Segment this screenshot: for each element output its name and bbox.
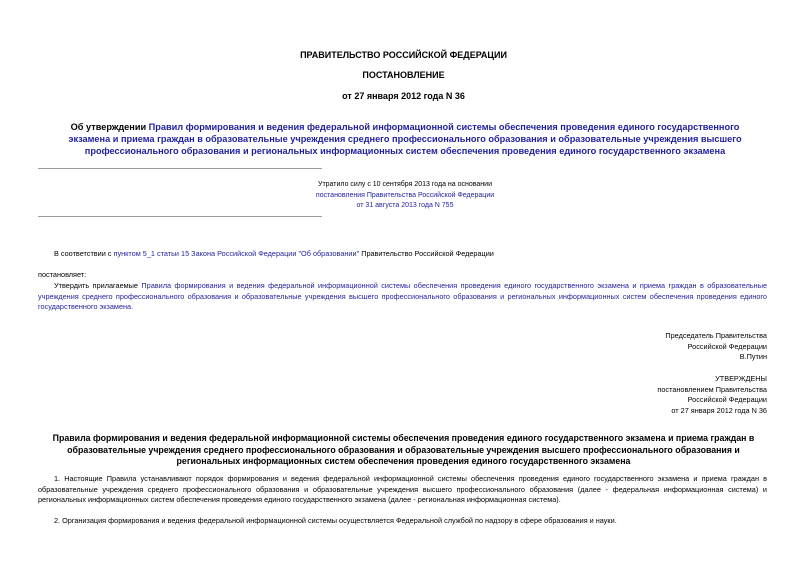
preamble-prefix: В соответствии с (54, 249, 114, 258)
approved-by: постановлением Правительства (657, 384, 767, 394)
preamble (54, 249, 774, 260)
document-date-number: от 27 января 2012 года N 36 (342, 91, 465, 101)
preamble-law-link[interactable]: пунктом 5_1 статьи 15 Закона Российской Федерации "Об образовании" (113, 249, 360, 258)
rules-item-2: 2. Организация формирования и ведения федеральной информационной системы осуществляется Федеральной службой по надзору в сфере образования и науки. (54, 516, 617, 525)
resolves-text: постановляет: (38, 270, 87, 279)
divider-bottom (38, 216, 322, 217)
approve-rules-link[interactable]: Правила формирования и ведения федеральной информационной системы обеспечения проведения единого государственного экзамена и приема граждан в образовательные учреждения среднего профессионального образования и образовательные учреждения высшего профессионального образования и региональных информационных систем обеспечения проведения единого государственного экзамена. (38, 281, 768, 312)
signature-name: В.Путин (739, 352, 767, 362)
preamble-suffix: Правительство Российской Федерации (359, 249, 494, 258)
approved-block (500, 374, 767, 416)
title-rules-link[interactable]: Правил формирования и ведения федеральной информационной системы обеспечения проведения единого государственного экзамена и приема граждан в образовательные учреждения среднего профессионального образования и образовательные учреждения высшего профессионального образования и региональных информационных систем обеспечения проведения единого государственного экзамена (68, 122, 742, 156)
document-title (55, 121, 755, 157)
signature-block (500, 331, 767, 363)
approved-label: УТВЕРЖДЕНЫ (715, 374, 767, 383)
title-prefix: Об утверждении (70, 122, 149, 132)
document-type-heading: ПОСТАНОВЛЕНИЕ (362, 70, 445, 80)
status-note (300, 180, 510, 212)
signature-position: Председатель Правительства (665, 331, 767, 340)
signature-country: Российской Федерации (687, 341, 767, 351)
status-note-link-line2[interactable]: от 31 августа 2013 года N 755 (356, 202, 454, 210)
status-note-link-line1[interactable]: постановления Правительства Российской Федерации (315, 191, 495, 199)
approve-prefix: Утвердить прилагаемые (54, 281, 142, 290)
rules-item-1: 1. Настоящие Правила устанавливают порядок формирования и ведения федеральной информационной системы обеспечения проведения единого государственного экзамена и приема граждан в образовательные учреждения среднего профессионального образования и образовательные учреждения высшего профессионального образования (далее - федеральная информационная система) и региональных информационных систем обеспечения проведения единого государственного экзамена (далее - региональная информационная система). (38, 474, 767, 505)
approved-date: от 27 января 2012 года N 36 (671, 405, 767, 415)
approved-country: Российской Федерации (687, 395, 767, 405)
approve-paragraph (38, 281, 767, 313)
divider-top (38, 168, 322, 169)
rules-title: Правила формирования и ведения федеральной информационной системы обеспечения проведения единого государственного экзамена и приема граждан в образовательные учреждения среднего профессионального образования и образовательные учреждения высшего профессионального образования и региональных информационных систем обеспечения проведения единого государственного экзамена (52, 433, 755, 466)
status-note-text: Утратило силу с 10 сентября 2013 года на основании (318, 181, 492, 188)
government-heading: ПРАВИТЕЛЬСТВО РОССИЙСКОЙ ФЕДЕРАЦИИ (300, 50, 507, 60)
